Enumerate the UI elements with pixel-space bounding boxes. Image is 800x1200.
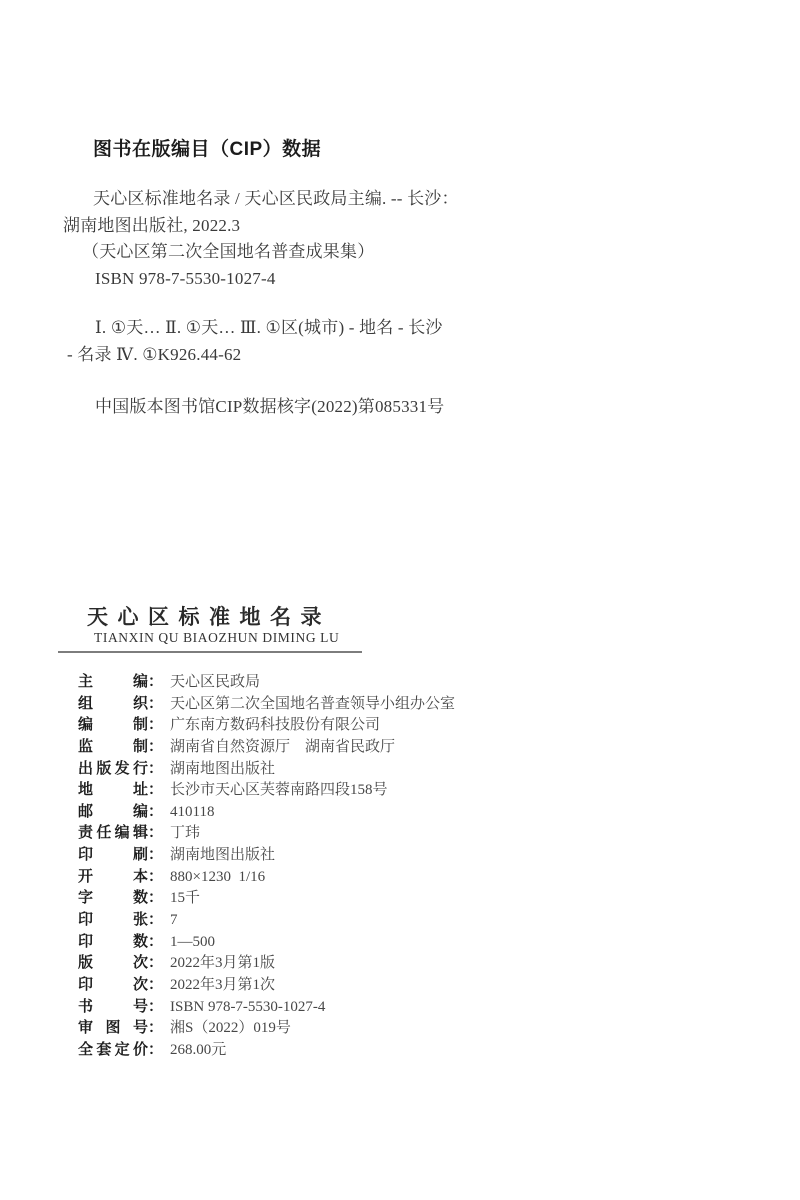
colophon-colon: ： xyxy=(148,1041,164,1058)
colophon-label: 版 次 xyxy=(78,955,148,972)
cip-record-number-line: 中国版本图书馆CIP数据核字(2022)第085331号 xyxy=(95,397,445,416)
colophon-colon: ： xyxy=(148,955,164,972)
colophon-row xyxy=(78,932,455,954)
colophon-colon: ： xyxy=(148,1020,164,1037)
colophon-row xyxy=(78,823,455,845)
colophon-colon: ： xyxy=(148,760,164,777)
colophon-value: 15千 xyxy=(170,890,201,907)
colophon-colon: ： xyxy=(148,738,164,755)
colophon-colon: ： xyxy=(148,782,164,799)
colophon-row xyxy=(78,845,455,867)
colophon-colon: ： xyxy=(148,998,164,1015)
colophon-label: 邮 编 xyxy=(78,803,148,820)
colophon-colon: ： xyxy=(148,890,164,907)
colophon-value: 广东南方数码科技股份有限公司 xyxy=(170,717,381,734)
colophon-value: 天心区第二次全国地名普查领导小组办公室 xyxy=(170,695,456,712)
colophon-row xyxy=(78,759,455,781)
cip-catalog-entry xyxy=(63,186,543,292)
colophon-label: 责 任 编 辑 xyxy=(78,825,148,842)
colophon-colon: ： xyxy=(148,868,164,885)
cip-publisher-line: 湖南地图出版社, 2022.3 xyxy=(63,215,241,235)
colophon-row xyxy=(78,975,455,997)
colophon-label: 监 制 xyxy=(78,738,148,755)
colophon-row xyxy=(78,1018,455,1040)
colophon-value: 268.00元 xyxy=(170,1041,227,1058)
colophon-value: 天心区民政局 xyxy=(170,674,261,690)
colophon-value: 湖南地图出版社 xyxy=(170,847,276,864)
cip-title-statement-line: 天心区标准地名录 / 天心区民政局主编. -- 长沙： xyxy=(93,189,459,208)
cip-series-line: （天心区第二次全国地名普查成果集） xyxy=(82,242,375,261)
colophon-colon: ： xyxy=(148,717,164,734)
colophon-label: 开 本 xyxy=(78,868,148,885)
colophon-label: 组 织 xyxy=(78,695,148,712)
colophon-label: 审 图 号 xyxy=(78,1020,148,1037)
colophon-colon: ： xyxy=(148,912,164,929)
colophon-label: 书 号 xyxy=(78,998,148,1015)
colophon-value: 丁玮 xyxy=(170,825,201,842)
colophon-row xyxy=(78,672,455,694)
colophon-list xyxy=(78,672,455,1062)
colophon-value: ISBN 978-7-5530-1027-4 xyxy=(170,998,326,1015)
book-title-pinyin: TIANXIN QU BIAOZHUN DIMING LU xyxy=(94,630,340,645)
colophon-row xyxy=(78,780,455,802)
colophon-row xyxy=(78,997,455,1019)
colophon-colon: ： xyxy=(148,976,164,993)
colophon-label: 编 制 xyxy=(78,717,148,734)
colophon-value: 湖南省自然资源厅 湖南省民政厅 xyxy=(170,738,396,755)
colophon-colon: ： xyxy=(148,847,164,864)
colophon-value: 长沙市天心区芙蓉南路四段158号 xyxy=(170,782,388,799)
colophon-label: 出 版 发 行 xyxy=(78,760,148,777)
colophon-row xyxy=(78,910,455,932)
colophon-value: 湖南地图出版社 xyxy=(170,760,276,777)
cip-classification xyxy=(63,315,543,368)
colophon-label: 印 刷 xyxy=(78,847,148,864)
colophon-value: 湘S（2022）019号 xyxy=(170,1020,291,1037)
colophon-label: 地 址 xyxy=(78,782,148,799)
colophon-row xyxy=(78,737,455,759)
colophon-label: 主 编 xyxy=(78,674,148,690)
book-title: 天心区标准地名录 xyxy=(87,605,331,629)
colophon-value: 1—500 xyxy=(170,933,216,950)
cip-heading: 图书在版编目（CIP）数据 xyxy=(93,139,322,160)
colophon-value: 410118 xyxy=(170,803,215,820)
colophon-label: 印 张 xyxy=(78,912,148,929)
colophon-value: 880×1230 1/16 xyxy=(170,868,266,885)
colophon-value: 2022年3月第1版 xyxy=(170,955,276,972)
colophon-colon: ： xyxy=(148,933,164,950)
cip-isbn-line: ISBN 978-7-5530-1027-4 xyxy=(95,268,276,288)
colophon-colon: ： xyxy=(148,695,164,712)
colophon-value: 7 xyxy=(170,912,178,929)
title-divider-rule xyxy=(58,651,362,653)
colophon-row xyxy=(78,953,455,975)
colophon-label: 全 套 定 价 xyxy=(78,1041,148,1058)
colophon-value: 2022年3月第1次 xyxy=(170,976,276,993)
colophon-row xyxy=(78,694,455,716)
colophon-colon: ： xyxy=(148,803,164,820)
colophon-colon: ： xyxy=(148,674,164,690)
colophon-row xyxy=(78,1040,455,1062)
colophon-colon: ： xyxy=(148,825,164,842)
colophon-row xyxy=(78,867,455,889)
colophon-label: 印 数 xyxy=(78,933,148,950)
colophon-row xyxy=(78,802,455,824)
cip-record-number xyxy=(63,394,543,421)
cip-classification-line-2: - 名录 Ⅳ. ①K926.44-62 xyxy=(67,344,242,364)
colophon-row xyxy=(78,715,455,737)
colophon-label: 印 次 xyxy=(78,976,148,993)
colophon-row xyxy=(78,888,455,910)
colophon-label: 字 数 xyxy=(78,890,148,907)
cip-classification-line-1: Ⅰ. ①天… Ⅱ. ①天… Ⅲ. ①区(城市) - 地名 - 长沙 xyxy=(95,318,443,337)
